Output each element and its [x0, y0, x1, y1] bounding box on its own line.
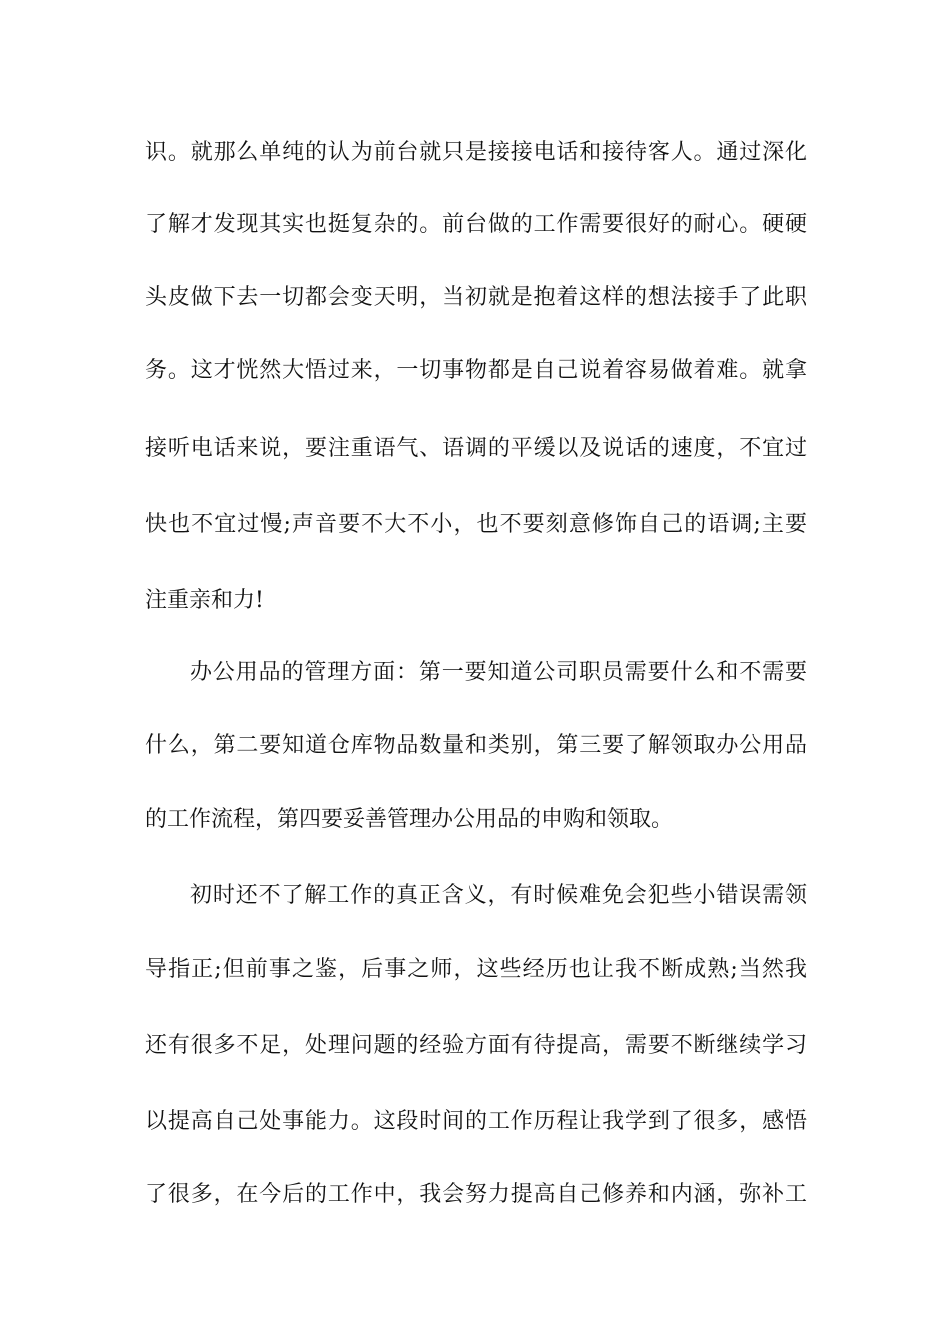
text-line: 注重亲和力!	[145, 588, 264, 613]
text-line: 以提高自己处事能力。这段时间的工作历程让我学到了很多，感悟	[145, 1109, 807, 1134]
text-line: 头皮做下去一切都会变天明，当初就是抱着这样的想法接手了此职	[145, 285, 807, 310]
text-line: 还有很多不足，处理问题的经验方面有待提高，需要不断继续学习	[145, 1033, 807, 1058]
paragraph-first-line: 初时还不了解工作的真正含义，有时候难免会犯些小错误需领	[190, 883, 807, 908]
paragraph-first-line: 办公用品的管理方面：第一要知道公司职员需要什么和不需要	[190, 660, 807, 685]
text-line: 了很多，在今后的工作中，我会努力提高自己修养和内涵，弥补工	[145, 1182, 807, 1207]
text-line: 接听电话来说，要注重语气、语调的平缓以及说话的速度，不宜过	[145, 436, 807, 461]
text-line: 的工作流程，第四要妥善管理办公用品的申购和领取。	[145, 807, 674, 832]
text-line: 了解才发现其实也挺复杂的。前台做的工作需要很好的耐心。硬硬	[145, 212, 807, 237]
text-line: 什么，第二要知道仓库物品数量和类别，第三要了解领取办公用品	[145, 733, 807, 758]
text-line: 务。这才恍然大悟过来，一切事物都是自己说着容易做着难。就拿	[145, 358, 807, 383]
text-line: 识。就那么单纯的认为前台就只是接接电话和接待客人。通过深化	[145, 140, 807, 165]
text-line: 快也不宜过慢;声音要不大不小，也不要刻意修饰自己的语调;主要	[145, 512, 807, 537]
text-line: 导指正;但前事之鉴，后事之师，这些经历也让我不断成熟;当然我	[145, 957, 807, 982]
